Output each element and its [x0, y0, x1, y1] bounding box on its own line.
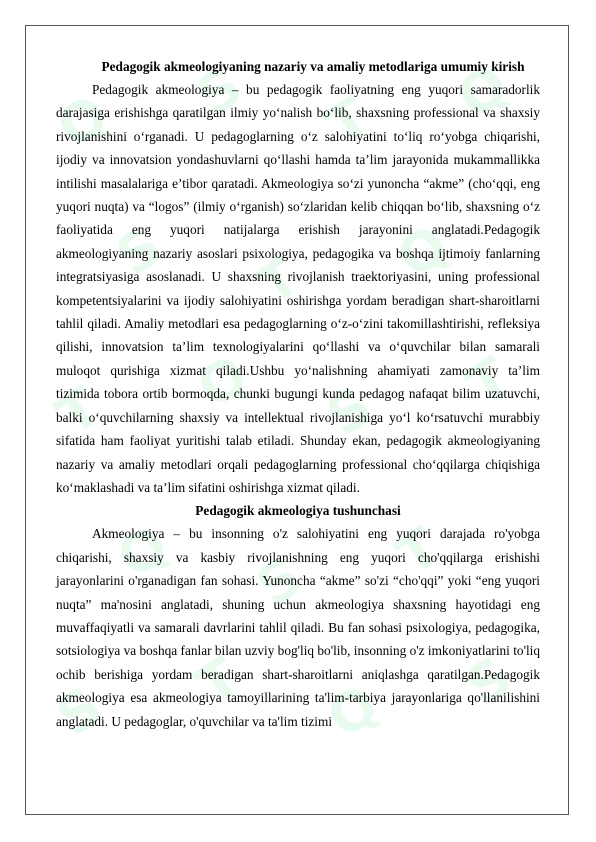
watermark-pattern: Q S T Q S T Q T Q S T Q S T S T Q S	[45, 52, 524, 751]
document-body	[56, 55, 540, 733]
paragraph-intro: Pedagogik akmeologiya – bu pedagogik faoliyatning eng yuqori samaradorlik darajasiga erishishga qaratilgan ilmiy yo‘nalish bo‘lib, shaxsning professional va shaxsiy rivojlanishini o‘rganadi. U pedagoglarning o‘z salohiyatini to‘liq ro‘yobga chiqarishi, ijodiy va innovatsion yondashuvlarni qo‘llashi hamda ta’lim jarayonida mukammallikka intilishi masalalariga e’tibor qaratadi. Akmeologiya so‘zi yunoncha “akme” (cho‘qqi, eng yuqori nuqta) va “logos” (ilmiy o‘rganish) so‘zlaridan kelib chiqqan bo‘lib, shaxsning o‘z faoliyatida eng yuqori natijalarga erishish jarayonini anglatadi.Pedagogik akmeologiyaning nazariy asoslari psixologiya, pedagogika va boshqa ijtimoiy fanlarning integratsiyasiga asoslanadi. U shaxsning rivojlanish traektoriyasini, uning professional kompetentsiyalarini va ijodiy salohiyatini oshirishga yordam beradigan shart-sharoitlarni tahlil qiladi. Amaliy metodlari esa pedagoglarning o‘z-o‘zini takomillashtirishi, refleksiya qilishi, innovatsion ta’lim texnologiyalarini qo‘llashi va o‘quvchilar bilan samarali muloqot qurishiga xizmat qiladi.Ushbu yo‘nalishning ahamiyati zamonaviy ta’lim tizimida tobora ortib bormoqda, chunki bugungi kunda pedagog nafaqat bilim uzatuvchi, balki o‘quvchilarning shaxsiy va intellektual rivojlanishiga yo‘l ko‘rsatuvchi murabbiy sifatida ham faoliyat yuritishi talab etiladi. Shunday ekan, pedagogik akmeologiyaning nazariy va amaliy metodlari orqali pedagoglarning professional cho‘qqilarga chiqishiga ko‘maklashadi va ta’lim sifatini oshirishga xizmat qiladi.	[56, 82, 540, 495]
section-heading-concept: Pedagogik akmeologiya tushunchasi	[195, 503, 401, 519]
section-heading-intro: Pedagogik akmeologiyaning nazariy va amaliy metodlariga umumiy kirish	[101, 59, 525, 74]
paragraph-concept: Akmeologiya – bu insonning o'z salohiyatini eng yuqori darajada ro'yobga chiqarishi, shaxsiy va kasbiy rivojlanishning eng yuqori cho'qqilarga erishishi jarayonlarini o'rganadigan fan sohasi. Yunoncha “akme” so'zi “cho'qqi” yoki “eng yuqori nuqta” ma'nosini anglatadi, shuning uchun akmeologiya shaxsning hayotidagi eng muvaffaqiyatli va samarali davrlarini tahlil qiladi. Bu fan sohasi psixologiya, pedagogika, sotsiologiya va boshqa fanlar bilan uzviy bog'liq bo'lib, insonning o'z imkoniyatlarini to'liq ochib berishiga yordam beradigan shart-sharoitlarni aniqlashga qaratilgan.Pedagogik akmeologiya esa akmeologiya tamoyillarining ta'lim-tarbiya jarayonlariga qo'llanilishini anglatadi. U pedagoglar, o'quvchilar va ta'lim tizimi	[56, 526, 540, 729]
